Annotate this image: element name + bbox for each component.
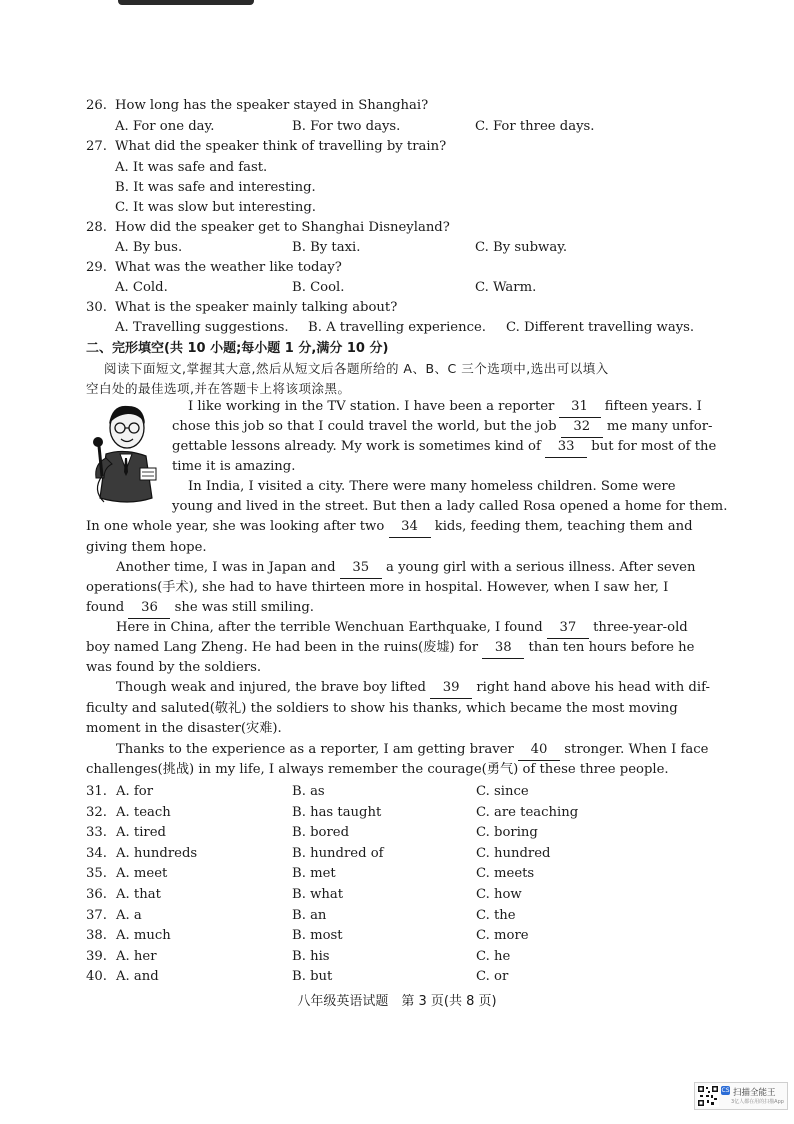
option-c: C. how: [476, 887, 522, 902]
option-b: B. an: [292, 907, 327, 923]
option-number: 40.: [86, 969, 107, 985]
blank-35: 35: [340, 558, 382, 579]
option-c: C. For three days.: [475, 119, 595, 134]
option-c: C. Different travelling ways.: [506, 320, 695, 335]
passage-text: fifteen years. I: [604, 399, 702, 414]
passage-text: right hand above his head with dif-: [476, 680, 710, 695]
option-c: C. meets: [476, 866, 535, 882]
passage-text: than ten hours before he: [528, 640, 695, 655]
passage-line: [86, 598, 314, 619]
passage-text: but for most of the: [591, 439, 717, 454]
option-c: C. he: [476, 948, 511, 964]
option-number: 35.: [86, 866, 107, 882]
option-b: B. as: [292, 784, 325, 799]
option-number: 33.: [86, 825, 107, 841]
passage-text: ficulty and saluted(敬礼) the soldiers to show his thanks, which became the most moving: [86, 701, 678, 716]
passage-line: [188, 397, 702, 418]
passage-line: [116, 558, 695, 579]
passage-text: a young girl with a serious illness. After seven: [386, 560, 696, 575]
passage-text: Though weak and injured, the brave boy lifted: [116, 680, 426, 695]
blank-39: 39: [430, 678, 472, 699]
passage-line: [86, 658, 261, 678]
passage-text: found: [86, 600, 125, 615]
passage-line: [86, 760, 669, 780]
question-text: How long has the speaker stayed in Shanghai?: [115, 98, 429, 113]
option-b: B. most: [292, 928, 343, 944]
option-number: 31.: [86, 784, 107, 799]
passage-line: [116, 618, 688, 639]
passage-text: In one whole year, she was looking after two: [86, 519, 385, 534]
passage-line: [86, 517, 693, 538]
question-text: What did the speaker think of travelling by train?: [115, 139, 447, 154]
passage-text: she was still smiling.: [174, 600, 314, 615]
option-number: 37.: [86, 907, 107, 923]
option-a: A. much: [116, 928, 171, 944]
option-c: C. or: [476, 969, 509, 985]
passage-line: [116, 678, 710, 699]
passage-line: [172, 417, 713, 438]
question-number: 26.: [86, 98, 107, 113]
page-footer: 八年级英语试题 第 3 页(共 8 页): [297, 994, 497, 1009]
passage-text: operations(手术), she had to have thirteen more in hospital. However, when I saw her, I: [86, 580, 669, 595]
passage-line: [116, 740, 708, 761]
passage-text: kids, feeding them, teaching them and: [434, 519, 693, 534]
option-a: A. her: [116, 948, 157, 964]
passage-text: challenges(挑战) in my life, I always remember the courage(勇气) of these three people.: [86, 762, 669, 777]
passage-text: moment in the disaster(灾难).: [86, 721, 282, 736]
option-b: B. Cool.: [292, 280, 345, 295]
option-b: B. his: [292, 948, 330, 964]
option-b: B. It was safe and interesting.: [115, 180, 316, 195]
passage-text: chose this job so that I could travel the world, but the job: [172, 419, 557, 434]
question-number: 29.: [86, 260, 107, 275]
question-text: What is the speaker mainly talking about?: [115, 300, 398, 315]
passage-line: [86, 578, 668, 598]
blank-38: 38: [482, 638, 524, 659]
option-a: A. hundreds: [116, 845, 198, 861]
blank-32: 32: [561, 417, 603, 438]
option-a: A. For one day.: [115, 119, 215, 134]
option-c: C. since: [476, 784, 529, 799]
option-number: 36.: [86, 887, 107, 902]
option-a: A. teach: [116, 804, 171, 820]
option-b: B. A travelling experience.: [308, 320, 486, 335]
scanner-subtitle: 3亿人都在用的扫描App: [731, 1099, 784, 1105]
passage-text: I like working in the TV station. I have been a reporter: [188, 399, 555, 414]
blank-37: 37: [547, 618, 589, 639]
cs-logo-icon: CS: [721, 1087, 730, 1094]
question-text: What was the weather like today?: [115, 260, 342, 275]
question-number: 30.: [86, 300, 107, 315]
reporter-illustration: [84, 398, 166, 508]
section-heading-text: 二、完形填空(共 10 小题;每小题 1 分,满分 10 分): [86, 341, 389, 356]
passage-text: time it is amazing.: [172, 459, 296, 474]
option-a: A. Travelling suggestions.: [115, 320, 289, 335]
option-c: C. more: [476, 928, 529, 944]
passage-line: [172, 437, 716, 458]
passage-line: [188, 477, 676, 497]
passage-text: young and lived in the street. But then a lady called Rosa opened a home for them.: [172, 499, 728, 514]
passage-text: me many unfor-: [606, 419, 713, 434]
question-number: 27.: [86, 139, 107, 154]
option-b: B. has taught: [292, 804, 382, 820]
option-c: C. By subway.: [475, 240, 568, 255]
instruction-text: 阅读下面短文,掌握其大意,然后从短文后各题所给的 A、B、C 三个选项中,选出可以填入: [104, 361, 609, 376]
option-c: C. the: [476, 907, 516, 923]
option-number: 38.: [86, 928, 107, 944]
passage-line: [86, 719, 282, 739]
passage-text: was found by the soldiers.: [86, 660, 262, 675]
passage-line: [86, 638, 694, 659]
option-c: C. are teaching: [476, 804, 579, 820]
option-a: A. a: [116, 907, 142, 923]
option-b: B. hundred of: [292, 845, 384, 861]
passage-text: three-year-old: [593, 620, 688, 635]
option-b: B. For two days.: [292, 119, 401, 134]
option-c: C. It was slow but interesting.: [115, 200, 316, 215]
scanner-name: 扫描全能王: [733, 1088, 776, 1098]
passage-line: [86, 699, 678, 719]
blank-33: 33: [545, 437, 587, 458]
option-c: C. boring: [476, 825, 538, 841]
option-number: 34.: [86, 845, 107, 861]
passage-line: [172, 497, 727, 517]
passage-line: [172, 457, 295, 477]
passage-text: In India, I visited a city. There were many homeless children. Some were: [188, 479, 676, 494]
passage-line: [86, 538, 207, 558]
option-b: B. but: [292, 969, 333, 985]
question-text: How did the speaker get to Shanghai Disneyland?: [115, 220, 450, 235]
option-a: A. for: [116, 784, 154, 799]
option-a: A. that: [116, 887, 161, 902]
qr-code-icon: [697, 1085, 719, 1107]
passage-text: gettable lessons already. My work is sometimes kind of: [172, 439, 541, 454]
option-a: A. Cold.: [115, 280, 168, 295]
blank-31: 31: [559, 397, 601, 418]
option-b: B. what: [292, 887, 344, 902]
passage-text: Here in China, after the terrible Wenchuan Earthquake, I found: [116, 620, 543, 635]
option-b: B. By taxi.: [292, 240, 361, 255]
passage-text: giving them hope.: [86, 540, 207, 555]
passage-text: Thanks to the experience as a reporter, I am getting braver: [116, 742, 514, 757]
option-a: A. tired: [116, 825, 166, 841]
option-a: A. meet: [116, 866, 168, 882]
option-b: B. met: [292, 866, 336, 882]
instruction-text: 空白处的最佳选项,并在答题卡上将该项涂黑。: [86, 381, 351, 396]
passage-text: Another time, I was in Japan and: [116, 560, 336, 575]
blank-40: 40: [518, 740, 560, 761]
option-c: C. Warm.: [475, 280, 537, 295]
option-b: B. bored: [292, 825, 350, 841]
option-number: 32.: [86, 804, 107, 820]
option-a: A. It was safe and fast.: [115, 160, 268, 175]
passage-text: boy named Lang Zheng. He had been in the ruins(废墟) for: [86, 640, 479, 655]
question-number: 28.: [86, 220, 107, 235]
option-c: C. hundred: [476, 845, 551, 861]
option-number: 39.: [86, 948, 107, 964]
scanner-watermark: [694, 1082, 788, 1110]
option-a: A. By bus.: [115, 240, 183, 255]
blank-34: 34: [389, 517, 431, 538]
passage-text: stronger. When I face: [564, 742, 709, 757]
option-a: A. and: [116, 969, 159, 985]
blank-36: 36: [128, 598, 170, 619]
